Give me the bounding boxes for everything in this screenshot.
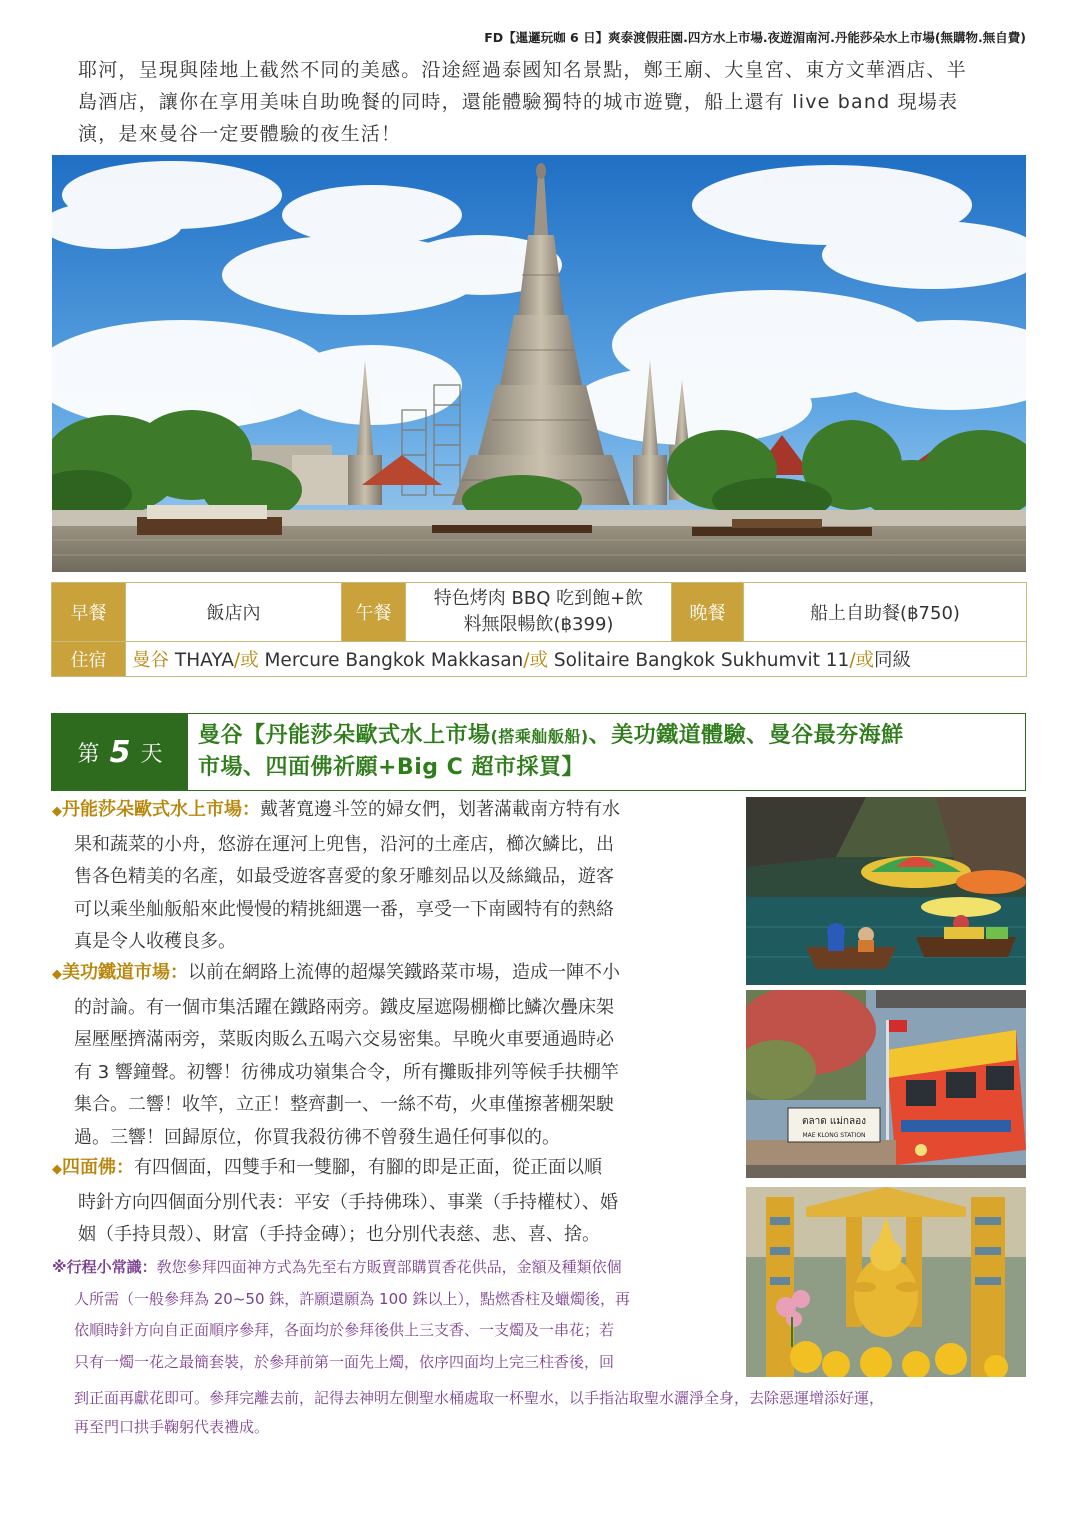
floating-market-photo <box>746 797 1026 985</box>
intro-line: 演，是來曼谷一定要體驗的夜生活！ <box>78 123 402 145</box>
day-title-note: (搭乘舢舨船) <box>490 727 589 746</box>
section-heading: 丹能莎朵歐式水上市場： <box>62 799 260 820</box>
day-suffix: 天 <box>140 741 163 767</box>
travel-tip-continued <box>52 1384 1032 1442</box>
section-text: 以前在網路上流傳的超爆笑鐵路菜市場，造成一陣不小 <box>188 962 620 983</box>
section-text: 有 3 響鐘聲。初響！彷彿成功嶺集合令，所有攤販排列等候手扶棚竿 <box>74 1061 619 1083</box>
intro-paragraph <box>78 54 1026 150</box>
lunch-label: 午餐 <box>342 583 406 642</box>
tip-heading: ※行程小常識： <box>52 1258 157 1276</box>
stay-row <box>52 642 1027 677</box>
intro-line: 島酒店，讓你在享用美味自助晚餐的同時，還能體驗獨特的城市遊覽，船上還有 live band 現場表 <box>78 91 959 113</box>
stay-label: 住宿 <box>52 642 126 677</box>
section-heading: 美功鐵道市場： <box>62 962 188 983</box>
section-text: 過。三響！回歸原位，你買我殺彷彿不曾發生過任何事似的。 <box>74 1126 560 1148</box>
day-title-part: 曼谷【丹能莎朵歐式水上市場 <box>198 723 491 748</box>
wat-arun-photo <box>52 155 1026 572</box>
or-separator: /或 <box>849 650 875 671</box>
diamond-bullet-icon: ◆ <box>52 967 62 982</box>
dinner-label: 晚餐 <box>672 583 744 642</box>
diamond-bullet-icon: ◆ <box>52 804 62 819</box>
breakfast-value: 飯店內 <box>126 583 342 642</box>
travel-tip <box>52 1252 732 1378</box>
hotel-equivalent: 同級 <box>874 650 912 671</box>
diamond-bullet-icon: ◆ <box>52 1162 62 1177</box>
section-text: 可以乘坐舢舨船來此慢慢的精挑細選一番，享受一下南國特有的熱絡 <box>74 898 614 920</box>
station-sign-english: MAE KLONG STATION <box>802 1132 866 1139</box>
breakfast-label: 早餐 <box>52 583 126 642</box>
hotel-option: Solitaire Bangkok Sukhumvit 11 <box>548 650 850 671</box>
tip-text: 只有一燭一花之最簡套裝，於參拜前第一面先上燭，依序四面均上完三柱香後，回 <box>74 1352 615 1371</box>
section-floating-market <box>52 794 730 959</box>
erawan-shrine-photo <box>746 1187 1026 1377</box>
section-text: 時針方向四個面分別代表：平安（手持佛珠）、事業（手持權杖）、婚 <box>78 1191 618 1213</box>
page-header: FD【暹邏玩咖 6 日】爽泰渡假莊園.四方水上市場.夜遊湄南河.丹能莎朵水上市場(無購物.無自費) <box>484 30 1026 45</box>
meal-row <box>52 583 1027 642</box>
stay-value <box>126 642 1027 677</box>
day-badge <box>52 714 188 790</box>
section-heading: 四面佛： <box>62 1157 134 1178</box>
or-separator: /或 <box>233 650 259 671</box>
day-title <box>198 720 1018 783</box>
day-title-part: 市場、四面佛祈願+Big C 超市採買】 <box>198 755 584 780</box>
section-text: 的討論。有一個市集活躍在鐵路兩旁。鐵皮屋遮陽棚櫛比鱗次疊床架 <box>74 996 614 1018</box>
intro-line: 耶河，呈現與陸地上截然不同的美感。沿途經過泰國知名景點，鄭王廟、大皇宮、東方文華酒店、半 <box>78 59 967 81</box>
section-text: 售各色精美的名產，如最受遊客喜愛的象牙雕刻品以及絲織品，遊客 <box>74 866 614 888</box>
station-sign-thai: ตลาด แม่กลอง <box>801 1116 867 1127</box>
or-separator: /或 <box>523 650 549 671</box>
section-four-face-buddha <box>52 1152 730 1252</box>
section-text: 有四個面，四雙手和一雙腳，有腳的即是正面，從正面以順 <box>134 1157 602 1178</box>
meal-table <box>51 582 1027 677</box>
lunch-line: 料無限暢飲(฿399) <box>463 614 614 635</box>
railway-market-photo <box>746 990 1026 1178</box>
tip-text: 敎您參拜四面神方式為先至右方販賣部購買香花供品，金額及種類依個 <box>156 1258 622 1276</box>
section-railway-market <box>52 957 730 1155</box>
day-header <box>51 713 1026 791</box>
section-text: 姻（手持貝殼）、財富（手持金磚）；也分別代表慈、悲、喜、捨。 <box>78 1224 600 1246</box>
lunch-value <box>406 583 672 642</box>
section-text: 屋壓壓擠滿兩旁，菜販肉販么五喝六交易密集。早晚火車要通過時必 <box>74 1029 614 1051</box>
hotel-option: THAYA <box>169 650 234 671</box>
tip-text: 再至門口拱手鞠躬代表禮成。 <box>74 1418 270 1436</box>
section-text: 果和蔬菜的小舟，悠游在運河上兜售，沿河的土產店，櫛次鱗比，出 <box>74 833 614 855</box>
section-text: 戴著寬邊斗笠的婦女們，划著滿載南方特有水 <box>260 799 620 820</box>
day-number: 5 <box>109 734 131 770</box>
section-text: 集合。二響！收竿，立正！整齊劃一、一絲不苟，火車僅擦著棚架駛 <box>74 1094 614 1116</box>
tip-text: 人所需（一般參拜為 20~50 銖，許願還願為 100 銖以上），點燃香柱及蠟燭後，再 <box>74 1289 630 1308</box>
day-prefix: 第 <box>77 741 100 767</box>
day-title-part: 、美功鐵道體驗、曼谷最夯海鮮 <box>588 723 904 748</box>
hotel-option: Mercure Bangkok Makkasan <box>258 650 524 671</box>
section-text: 真是令人收穫良多。 <box>74 931 236 953</box>
stay-city: 曼谷 <box>132 650 170 671</box>
dinner-value: 船上自助餐(฿750) <box>744 583 1027 642</box>
tip-text: 到正面再獻花即可。參拜完離去前，記得去神明左側聖水桶處取一杯聖水，以手指沾取聖水灑淨全身，去除惡運增添好運， <box>74 1389 885 1407</box>
tip-text: 依順時針方向自正面順序參拜，各面均於參拜後供上三支香、一支燭及一串花；若 <box>74 1321 615 1339</box>
lunch-line: 特色烤肉 BBQ 吃到飽+飲 <box>433 588 644 609</box>
